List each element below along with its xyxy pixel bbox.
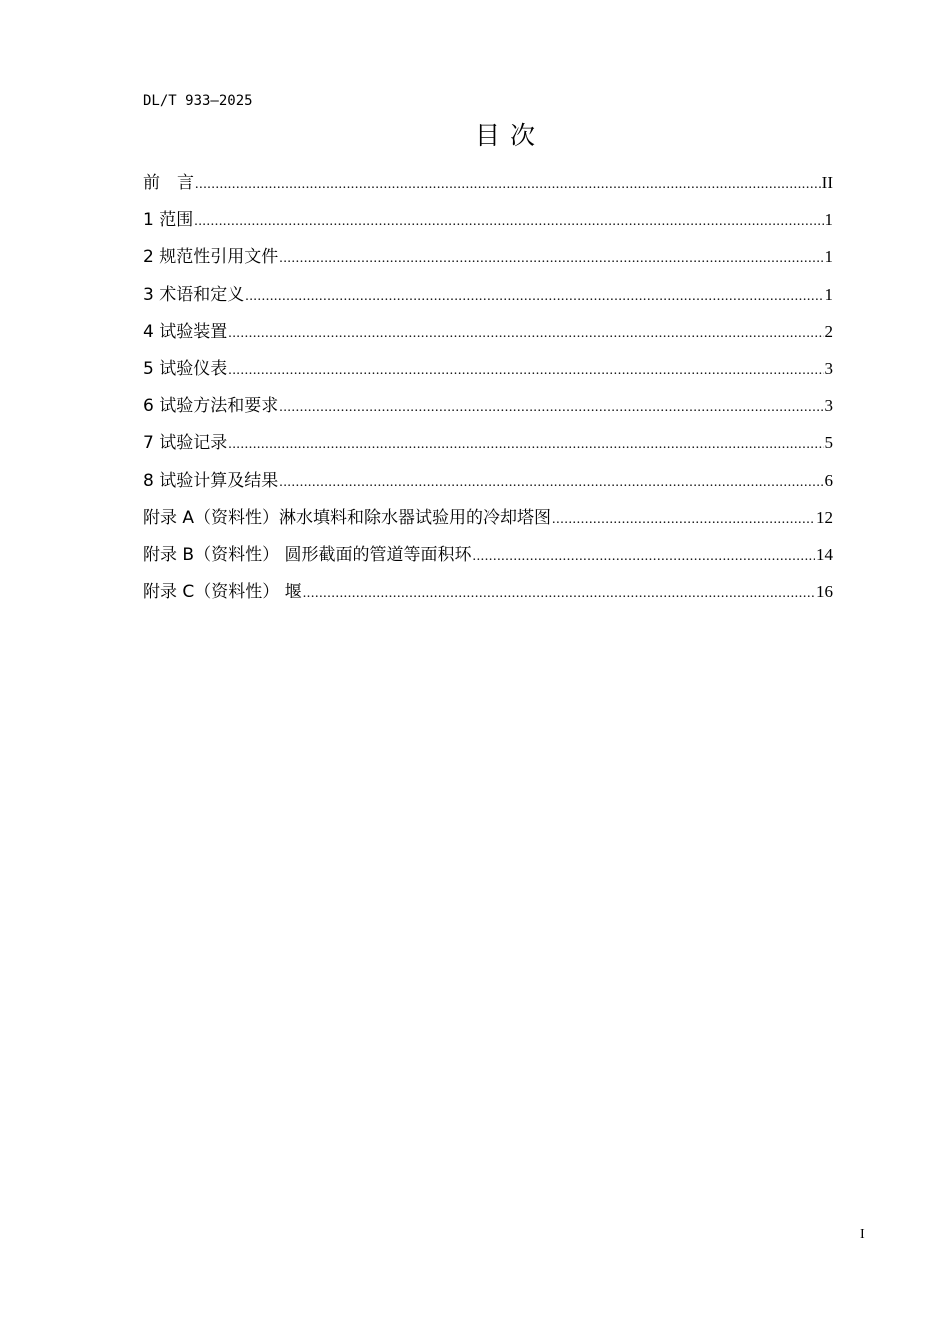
toc-entry-page: 1 (824, 210, 833, 230)
toc-entry-label: 1 范围 (143, 210, 194, 231)
toc-leader-dots (228, 358, 823, 384)
toc-entry-test-records[interactable] (143, 430, 833, 467)
toc-entry-label: 4 试验装置 (143, 321, 228, 342)
document-code: DL/T 933—2025 (143, 93, 253, 109)
toc-entry-label: 3 术语和定义 (143, 284, 245, 305)
toc-entry-page: 14 (816, 544, 833, 564)
toc-entry-foreword[interactable] (143, 170, 833, 207)
toc-entry-page: 12 (816, 507, 833, 527)
toc-leader-dots (303, 581, 815, 607)
toc-entry-appendix-a[interactable] (143, 505, 833, 542)
toc-entry-page: 3 (824, 396, 833, 416)
toc-entry-page: 6 (824, 470, 833, 490)
toc-leader-dots (552, 507, 815, 533)
toc-entry-label: 2 规范性引用文件 (143, 247, 279, 268)
toc-entry-scope[interactable] (143, 207, 833, 244)
toc-entry-label: 5 试验仪表 (143, 358, 228, 379)
toc-entry-label: 8 试验计算及结果 (143, 470, 279, 491)
toc-entry-page: II (821, 173, 833, 192)
toc-leader-dots (472, 544, 815, 570)
toc-entry-label: 6 试验方法和要求 (143, 396, 279, 417)
page-number: I (860, 1227, 865, 1242)
toc-leader-dots (279, 246, 823, 272)
toc-leader-dots (279, 470, 823, 496)
toc-entry-label: 附录 A（资料性）淋水填料和除水器试验用的冷却塔图 (143, 507, 552, 528)
toc-leader-dots (245, 284, 823, 310)
toc-entry-test-methods[interactable] (143, 393, 833, 430)
toc-leader-dots (195, 172, 821, 198)
toc-entry-test-instruments[interactable] (143, 356, 833, 393)
toc-title: 目次 (474, 121, 545, 150)
toc-entry-page: 16 (816, 582, 833, 602)
toc-entry-test-calculation[interactable] (143, 468, 833, 505)
toc-entry-terms-definitions[interactable] (143, 282, 833, 319)
toc-list (143, 170, 833, 616)
toc-entry-page: 3 (824, 358, 833, 378)
toc-entry-page: 2 (824, 321, 833, 341)
toc-entry-label: 附录 B（资料性） 圆形截面的管道等面积环 (143, 544, 472, 565)
toc-entry-label: 7 试验记录 (143, 433, 228, 454)
toc-leader-dots (194, 209, 823, 235)
toc-entry-page: 5 (824, 433, 833, 453)
toc-leader-dots (228, 321, 823, 347)
toc-entry-label: 前 言 (143, 173, 194, 193)
toc-leader-dots (228, 432, 823, 458)
toc-entry-normative-references[interactable] (143, 244, 833, 281)
toc-entry-appendix-c[interactable] (143, 579, 833, 616)
toc-entry-page: 1 (824, 247, 833, 267)
toc-entry-appendix-b[interactable] (143, 542, 833, 579)
toc-entry-label: 附录 C（资料性） 堰 (143, 582, 302, 603)
toc-entry-test-apparatus[interactable] (143, 319, 833, 356)
toc-leader-dots (279, 395, 823, 421)
toc-entry-page: 1 (824, 284, 833, 304)
